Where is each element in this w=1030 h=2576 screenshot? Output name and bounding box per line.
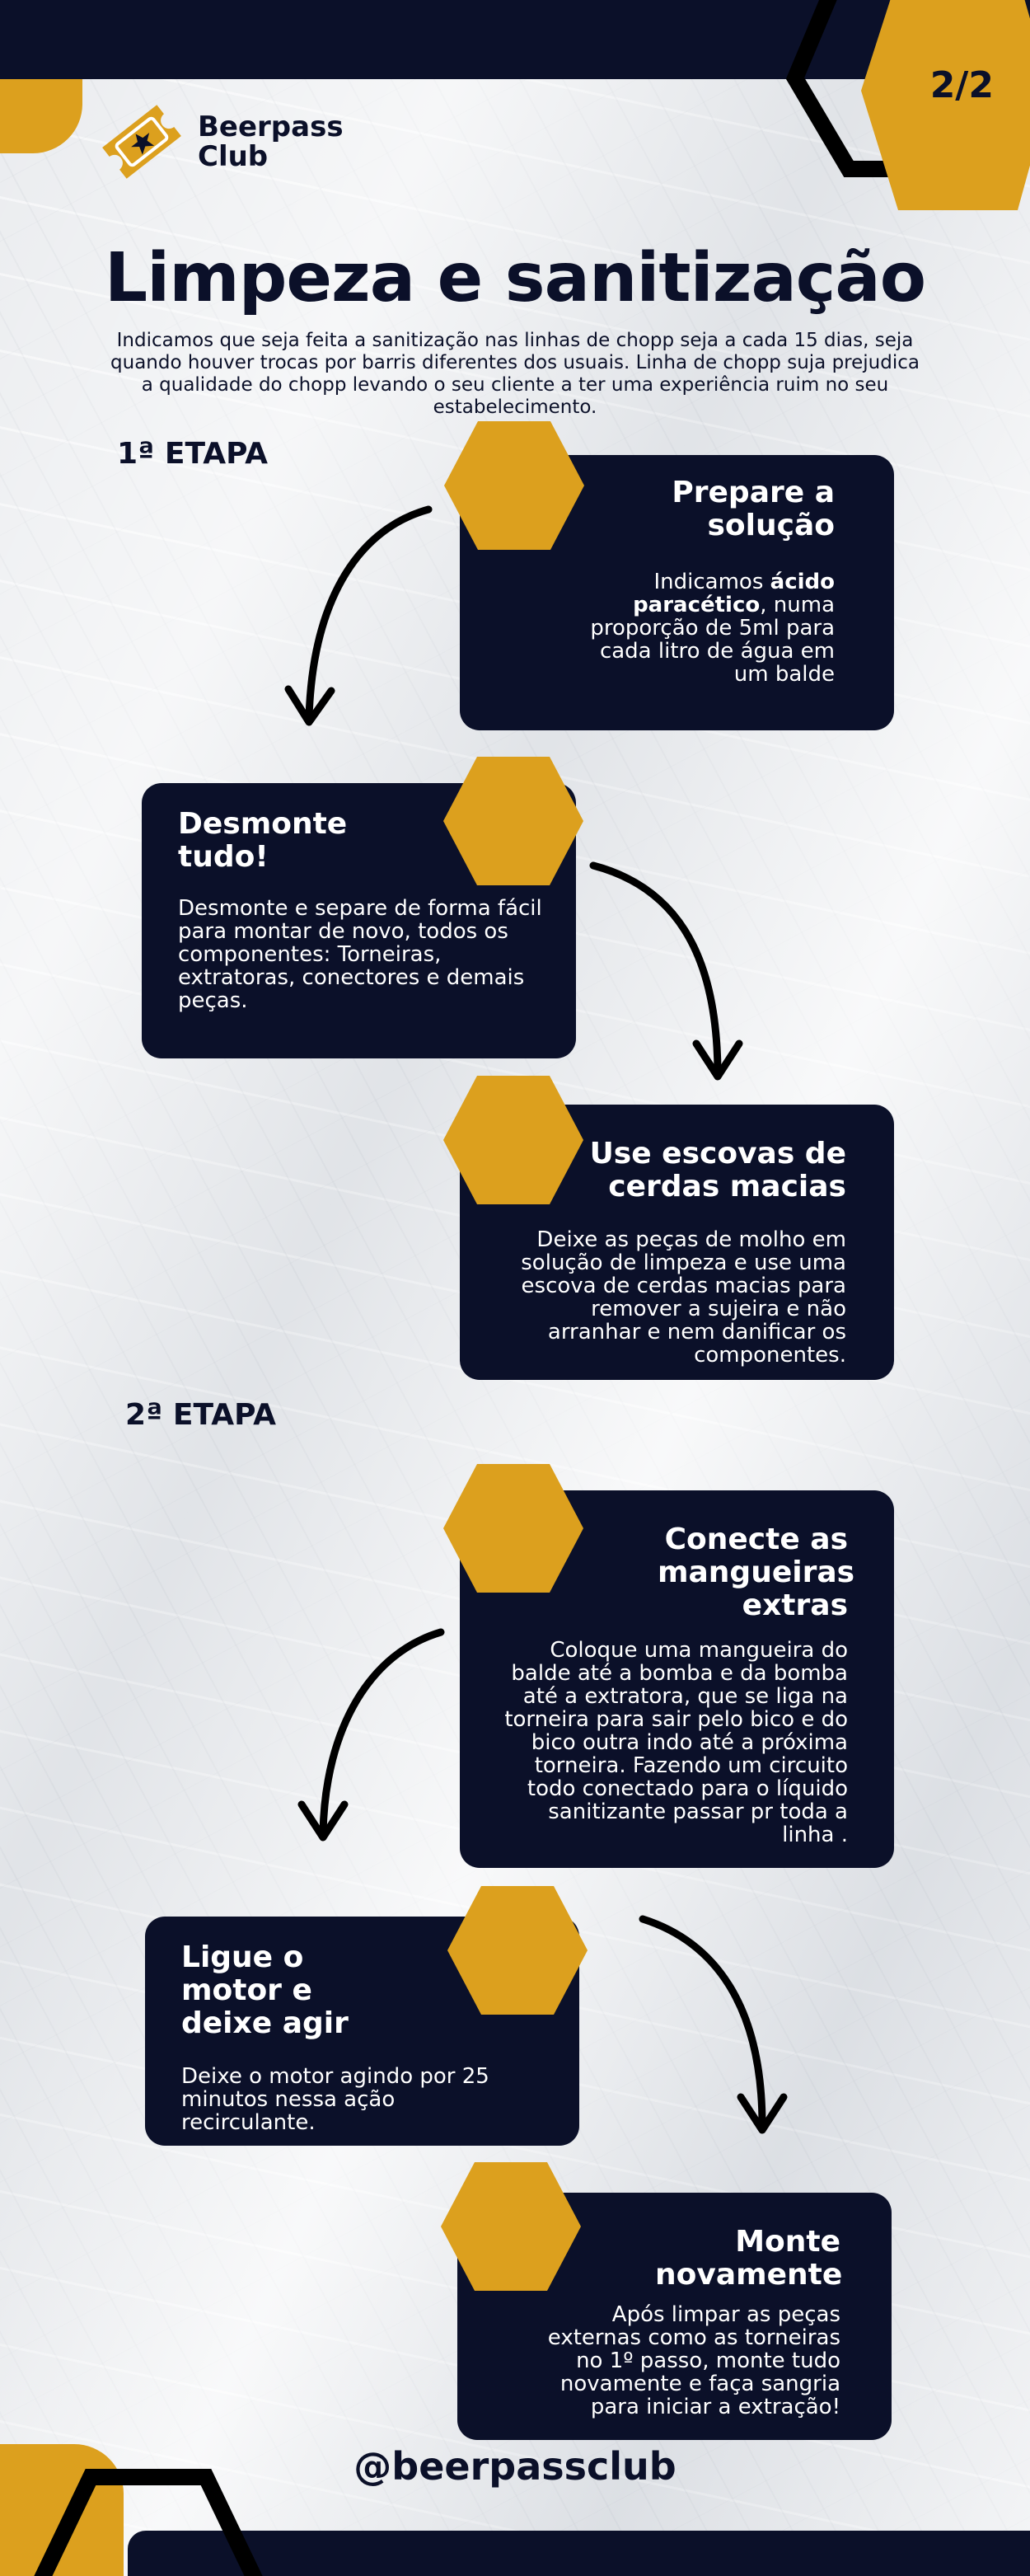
step-body: Indicamos ácido paracético, numa proporção de 5ml para cada litro de água em um balde — [590, 570, 835, 687]
page-number: 2/2 — [929, 64, 994, 106]
stage-label-1: 1ª ETAPA — [117, 437, 269, 471]
curved-arrow-icon — [272, 495, 453, 734]
hexagon-icon — [441, 754, 586, 888]
brand-logo — [96, 102, 344, 181]
step-title: Prepare a solução — [672, 476, 835, 542]
curved-arrow-icon — [581, 849, 762, 1088]
step-body: Deixe as peças de molho em solução de limpeza e use uma escova de cerdas macias para remover a sujeira e não arranhar e nem danificar os componentes. — [521, 1227, 846, 1368]
step-title: Monte novamente — [655, 2225, 843, 2292]
beer-ticket-logo-icon — [96, 102, 188, 181]
curved-arrow-icon — [280, 1620, 461, 1859]
hexagon-icon — [438, 2160, 583, 2293]
intro-text: Indicamos que seja feita a sanitização nas linhas de chopp seja a cada 15 dias, seja quando houver trocas por barris diferentes dos usuais. Linha de chopp suja prejudica a qualidade do chopp levando o seu cliente a ter uma experiência ruim no seu estabelecimento. — [110, 330, 920, 418]
brand-name-line2: Club — [198, 140, 269, 173]
step-body: Desmonte e separe de forma fácil para montar de novo, todos os componentes: Torneiras, extratoras, conectores e demais peças. — [178, 896, 542, 1013]
hexagon-icon — [442, 419, 587, 552]
hexagon-icon — [441, 1073, 586, 1207]
stage-label-2: 2ª ETAPA — [125, 1398, 277, 1432]
social-handle[interactable]: @beerpassclub — [353, 2444, 677, 2489]
step-title: Use escovas de cerdas macias — [589, 1137, 846, 1204]
step-body: Deixe o motor agindo por 25 minutos nessa ação recirculante. — [181, 2064, 489, 2135]
brand-name — [198, 112, 344, 171]
step-title: Desmonte tudo! — [178, 807, 348, 874]
brand-name-line1: Beerpass — [198, 110, 344, 143]
step-body: Após limpar as peças externas como as torneiras no 1º passo, monte tudo novamente e faça sangria para iniciar a extração! — [547, 2302, 840, 2419]
step-title: Ligue o motor e deixe agir — [181, 1940, 349, 2040]
hexagon-icon — [441, 1462, 586, 1595]
hexagon-icon — [445, 1884, 590, 2017]
page-title: Limpeza e sanitização — [104, 239, 926, 317]
step-title: Conecte as mangueiras extras — [658, 1523, 855, 1622]
corner-hexagon-decoration — [770, 0, 1030, 223]
step-body: Coloque uma mangueira do balde até a bomba e da bomba até a extratora, que se liga na torneira para sair pelo bico e do bico outra indo até a próxima torneira. Fazendo um circuito todo conectado para o líquido sanitizante passar pr toda a linha . — [504, 1638, 848, 1847]
curved-arrow-icon — [630, 1904, 812, 2143]
